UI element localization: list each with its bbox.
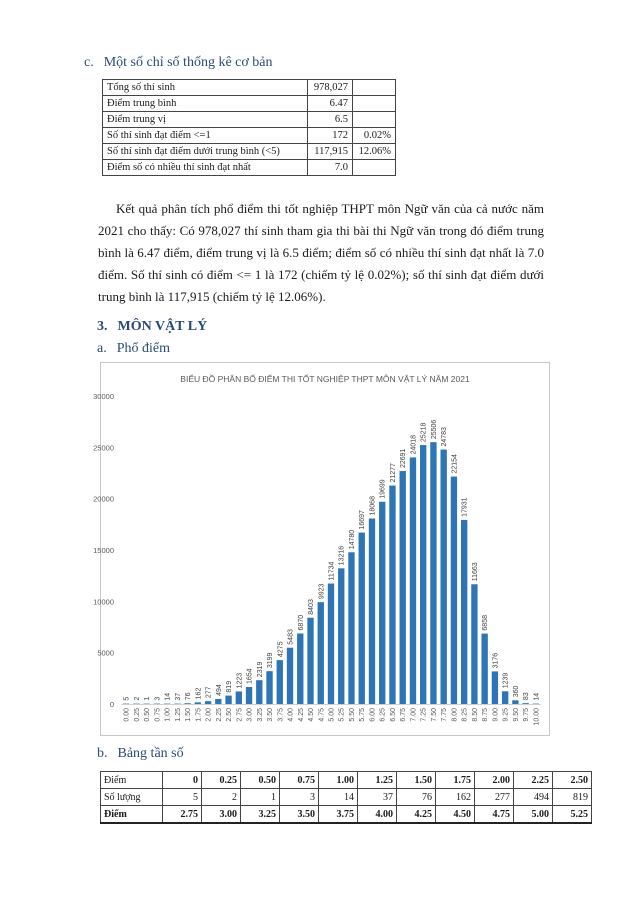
- bar: [359, 533, 365, 704]
- x-tick-label: 6.25: [379, 708, 387, 722]
- bar: [369, 519, 375, 705]
- section-3-heading: [97, 319, 207, 335]
- x-tick-label: 9.00: [492, 708, 500, 722]
- stats-percent-cell: 0.02%: [353, 128, 396, 144]
- stats-value-cell: 172: [308, 128, 353, 144]
- data-label: 14780: [348, 529, 356, 550]
- x-tick-label: 2.25: [215, 708, 223, 722]
- freq-cell: 162: [436, 789, 475, 806]
- x-tick-label: 9.25: [502, 708, 510, 722]
- data-label: 17931: [461, 497, 469, 517]
- x-tick-label: 1.75: [195, 708, 203, 722]
- data-label: 25218: [420, 422, 428, 443]
- data-label: 18068: [369, 496, 377, 516]
- basic-stats-table: [102, 79, 396, 176]
- freq-cell: 4.50: [436, 806, 475, 824]
- freq-row-label: Điểm: [101, 772, 163, 789]
- x-tick-label: 5.00: [328, 708, 336, 722]
- freq-cell: 2.75: [163, 806, 202, 824]
- data-label: 22154: [451, 454, 459, 474]
- bar: [338, 568, 344, 704]
- bar: [389, 486, 395, 704]
- bar: [420, 445, 426, 704]
- x-tick-label: 8.50: [471, 708, 479, 722]
- x-tick-label: 6.50: [389, 708, 397, 722]
- bar: [379, 502, 385, 704]
- analysis-paragraph: [98, 198, 544, 308]
- freq-cell: 1.25: [358, 772, 397, 789]
- data-label: 6870: [297, 614, 305, 631]
- bar: [410, 457, 416, 704]
- stats-row: [103, 160, 396, 176]
- bar: [441, 450, 447, 704]
- bar: [502, 691, 508, 704]
- bar: [225, 696, 231, 704]
- freq-cell: 2: [202, 789, 241, 806]
- data-label: 3: [154, 696, 162, 701]
- data-label: 25506: [430, 419, 438, 440]
- freq-cell: 5.25: [553, 806, 592, 824]
- data-label: 24783: [441, 427, 449, 447]
- stats-percent-cell: [353, 112, 396, 128]
- freq-cell: 3.00: [202, 806, 241, 824]
- freq-row: [101, 772, 592, 789]
- data-label: 5483: [287, 629, 295, 645]
- x-tick-label: 4.00: [287, 708, 295, 722]
- data-label: 4275: [277, 641, 285, 658]
- stats-percent-cell: [353, 96, 396, 112]
- subsection-b-label: b.: [97, 746, 108, 761]
- subsection-a-heading: [97, 341, 170, 357]
- x-tick-label: 2.75: [236, 708, 244, 722]
- y-tick-label: 25000: [93, 443, 114, 453]
- freq-cell: 1: [241, 789, 280, 806]
- data-label: 76: [185, 692, 193, 701]
- x-tick-label: 2.50: [226, 708, 234, 722]
- data-label: 162: [195, 687, 203, 700]
- freq-cell: 0: [163, 772, 202, 789]
- analysis-text: Kết quả phân tích phổ điểm thi tốt nghiệp THPT môn Ngữ văn của cả nước năm 2021 cho thấy: Có 978,027 thí sinh tham gia thi bài thi Ngữ văn trong đó điểm trung bình là 6.47 điểm, điểm trung vị là 6.5 điểm; điểm số có nhiều thí sinh đạt nhất là 7.0 điểm. Số thí sinh có điểm <= 1 là 172 (chiếm tỷ lệ 0.02%); số thí sinh đạt điểm dưới trung bình là 117,915 (chiếm tỷ lệ 12.06%).: [98, 201, 544, 304]
- bar: [297, 633, 303, 704]
- x-tick-label: 9.75: [523, 708, 531, 722]
- y-tick-label: 20000: [93, 494, 114, 504]
- freq-cell: 277: [475, 789, 514, 806]
- x-tick-label: 3.25: [256, 708, 264, 722]
- x-tick-label: 6.75: [400, 708, 408, 722]
- x-tick-label: 5.25: [338, 708, 346, 722]
- freq-cell: 4.75: [475, 806, 514, 824]
- x-tick-label: 2.00: [205, 708, 213, 722]
- bar: [471, 584, 477, 704]
- freq-cell: 1.75: [436, 772, 475, 789]
- stats-row: [103, 96, 396, 112]
- freq-row-label: Số lượng: [101, 789, 163, 806]
- bar: [461, 520, 467, 704]
- subsection-a-label: a.: [97, 341, 107, 356]
- freq-cell: 0.75: [280, 772, 319, 789]
- bar: [400, 471, 406, 704]
- x-tick-label: 7.75: [441, 708, 449, 722]
- data-label: 1654: [246, 668, 254, 685]
- y-tick-label: 0: [109, 700, 114, 709]
- data-label: 360: [512, 685, 520, 698]
- bar: [307, 618, 313, 704]
- freq-cell: 3.25: [241, 806, 280, 824]
- stats-label-cell: Điểm số có nhiều thí sinh đạt nhất: [103, 160, 308, 176]
- freq-row-label: Điểm: [101, 806, 163, 824]
- data-label: 14: [164, 692, 172, 701]
- freq-cell: 14: [319, 789, 358, 806]
- stats-label-cell: Số thí sinh đạt điểm <=1: [103, 128, 308, 144]
- data-label: 5: [123, 696, 131, 701]
- data-label: 2319: [256, 661, 264, 678]
- freq-cell: 2.50: [553, 772, 592, 789]
- freq-cell: 0.50: [241, 772, 280, 789]
- stats-row: [103, 144, 396, 160]
- bar: [215, 699, 221, 704]
- y-tick-label: 5000: [97, 648, 114, 658]
- subsection-a-title: Phổ điểm: [116, 341, 170, 356]
- bar: [348, 552, 354, 704]
- x-tick-label: 4.50: [308, 708, 316, 722]
- x-tick-label: 7.25: [420, 708, 428, 722]
- data-label: 83: [523, 692, 531, 701]
- subsection-b-title: Bảng tần số: [117, 746, 184, 761]
- freq-cell: 3.50: [280, 806, 319, 824]
- freq-cell: 4.00: [358, 806, 397, 824]
- data-label: 22691: [400, 448, 408, 469]
- data-label: 9923: [318, 583, 326, 600]
- y-tick-label: 30000: [93, 392, 114, 401]
- freq-cell: 3: [280, 789, 319, 806]
- x-tick-label: 1.50: [185, 708, 193, 722]
- x-tick-label: 5.75: [359, 708, 367, 722]
- x-tick-label: 7.00: [410, 708, 418, 722]
- data-label: 11734: [328, 561, 336, 581]
- stats-value-cell: 7.0: [308, 160, 353, 176]
- bar: [266, 671, 272, 704]
- data-label: 11663: [471, 562, 479, 582]
- x-tick-label: 7.50: [430, 708, 438, 722]
- x-tick-label: 8.00: [451, 708, 459, 722]
- section-3-title: MÔN VẬT LÝ: [117, 319, 208, 334]
- x-tick-label: 0.25: [133, 708, 141, 722]
- x-tick-label: 0.75: [154, 708, 162, 722]
- data-label: 1: [144, 696, 152, 701]
- stats-percent-cell: [353, 160, 396, 176]
- data-label: 6858: [482, 615, 490, 631]
- stats-row: [103, 112, 396, 128]
- section-3-number: 3.: [97, 319, 108, 334]
- data-label: 2: [133, 696, 141, 701]
- stats-label-cell: Tổng số thí sinh: [103, 80, 308, 96]
- subsection-b-heading: [97, 746, 184, 762]
- bar: [430, 442, 436, 704]
- section-c-label: c.: [84, 55, 94, 70]
- data-label: 3176: [492, 652, 500, 669]
- freq-cell: 0.25: [202, 772, 241, 789]
- bar: [287, 648, 293, 704]
- x-tick-label: 4.75: [318, 708, 326, 722]
- chart-svg: [93, 363, 549, 735]
- x-tick-label: 0.50: [144, 708, 152, 722]
- x-tick-label: 8.75: [482, 708, 490, 722]
- stats-label-cell: Số thí sinh đạt điểm dưới trung bình (<5): [103, 144, 308, 160]
- frequency-table: [100, 771, 592, 824]
- freq-cell: 3.75: [319, 806, 358, 824]
- bar: [318, 602, 324, 704]
- freq-cell: 2.25: [514, 772, 553, 789]
- stats-value-cell: 978,027: [308, 80, 353, 96]
- x-tick-label: 3.75: [277, 708, 285, 722]
- data-label: 37: [174, 692, 182, 701]
- freq-cell: 1.00: [319, 772, 358, 789]
- bar: [451, 477, 457, 704]
- stats-percent-cell: 12.06%: [353, 144, 396, 160]
- freq-cell: 37: [358, 789, 397, 806]
- freq-cell: 1.50: [397, 772, 436, 789]
- bar: [236, 691, 242, 704]
- x-tick-label: 6.00: [369, 708, 377, 722]
- freq-cell: 5: [163, 789, 202, 806]
- freq-row: [101, 789, 592, 806]
- section-c-title: Một số chỉ số thống kê cơ bản: [103, 55, 273, 70]
- freq-cell: 494: [514, 789, 553, 806]
- data-label: 19699: [379, 479, 387, 499]
- stats-label-cell: Điểm trung bình: [103, 96, 308, 112]
- bar: [522, 703, 528, 704]
- data-label: 1239: [502, 672, 510, 689]
- bar: [492, 671, 498, 704]
- data-label: 24018: [410, 434, 418, 455]
- data-label: 277: [205, 686, 213, 699]
- x-tick-label: 9.50: [512, 708, 520, 722]
- data-label: 8403: [308, 599, 316, 615]
- bar: [328, 584, 334, 704]
- bar: [246, 687, 252, 704]
- bar: [277, 660, 283, 704]
- y-tick-label: 10000: [93, 597, 114, 607]
- data-label: 14: [533, 692, 541, 701]
- freq-cell: 5.00: [514, 806, 553, 824]
- y-tick-label: 15000: [93, 546, 114, 555]
- bar: [184, 703, 190, 704]
- stats-row: [103, 80, 396, 96]
- stats-value-cell: 6.47: [308, 96, 353, 112]
- data-label: 819: [226, 680, 234, 693]
- x-tick-label: 0.00: [123, 708, 131, 722]
- freq-row: [101, 806, 592, 824]
- data-label: 13216: [338, 545, 346, 566]
- stats-percent-cell: [353, 80, 396, 96]
- x-tick-label: 3.50: [267, 708, 275, 722]
- stats-value-cell: 6.5: [308, 112, 353, 128]
- x-tick-label: 3.00: [246, 708, 254, 722]
- chart-title: BIỂU ĐỒ PHÂN BỐ ĐIỂM THI TỐT NGHIỆP THPT MÔN VẬT LÝ NĂM 2021: [180, 374, 470, 384]
- x-tick-label: 8.25: [461, 708, 469, 722]
- bar: [256, 680, 262, 704]
- freq-cell: 4.25: [397, 806, 436, 824]
- bar: [481, 634, 487, 704]
- data-label: 3199: [267, 652, 275, 669]
- data-label: 21277: [389, 463, 397, 483]
- x-tick-label: 1.25: [174, 708, 182, 722]
- stats-label-cell: Điểm trung vị: [103, 112, 308, 128]
- freq-cell: 2.00: [475, 772, 514, 789]
- data-label: 494: [215, 684, 223, 696]
- bar: [205, 701, 211, 704]
- x-tick-label: 1.00: [164, 708, 172, 722]
- score-distribution-chart: [93, 362, 550, 736]
- freq-cell: 76: [397, 789, 436, 806]
- section-c-heading: [84, 55, 273, 71]
- x-tick-label: 5.50: [348, 708, 356, 722]
- bar: [512, 700, 518, 704]
- freq-cell: 819: [553, 789, 592, 806]
- stats-row: [103, 128, 396, 144]
- bar: [195, 702, 201, 704]
- data-label: 1223: [236, 672, 244, 689]
- data-label: 16697: [359, 510, 367, 530]
- stats-value-cell: 117,915: [308, 144, 353, 160]
- x-tick-label: 10.00: [533, 708, 541, 726]
- x-tick-label: 4.25: [297, 708, 305, 722]
